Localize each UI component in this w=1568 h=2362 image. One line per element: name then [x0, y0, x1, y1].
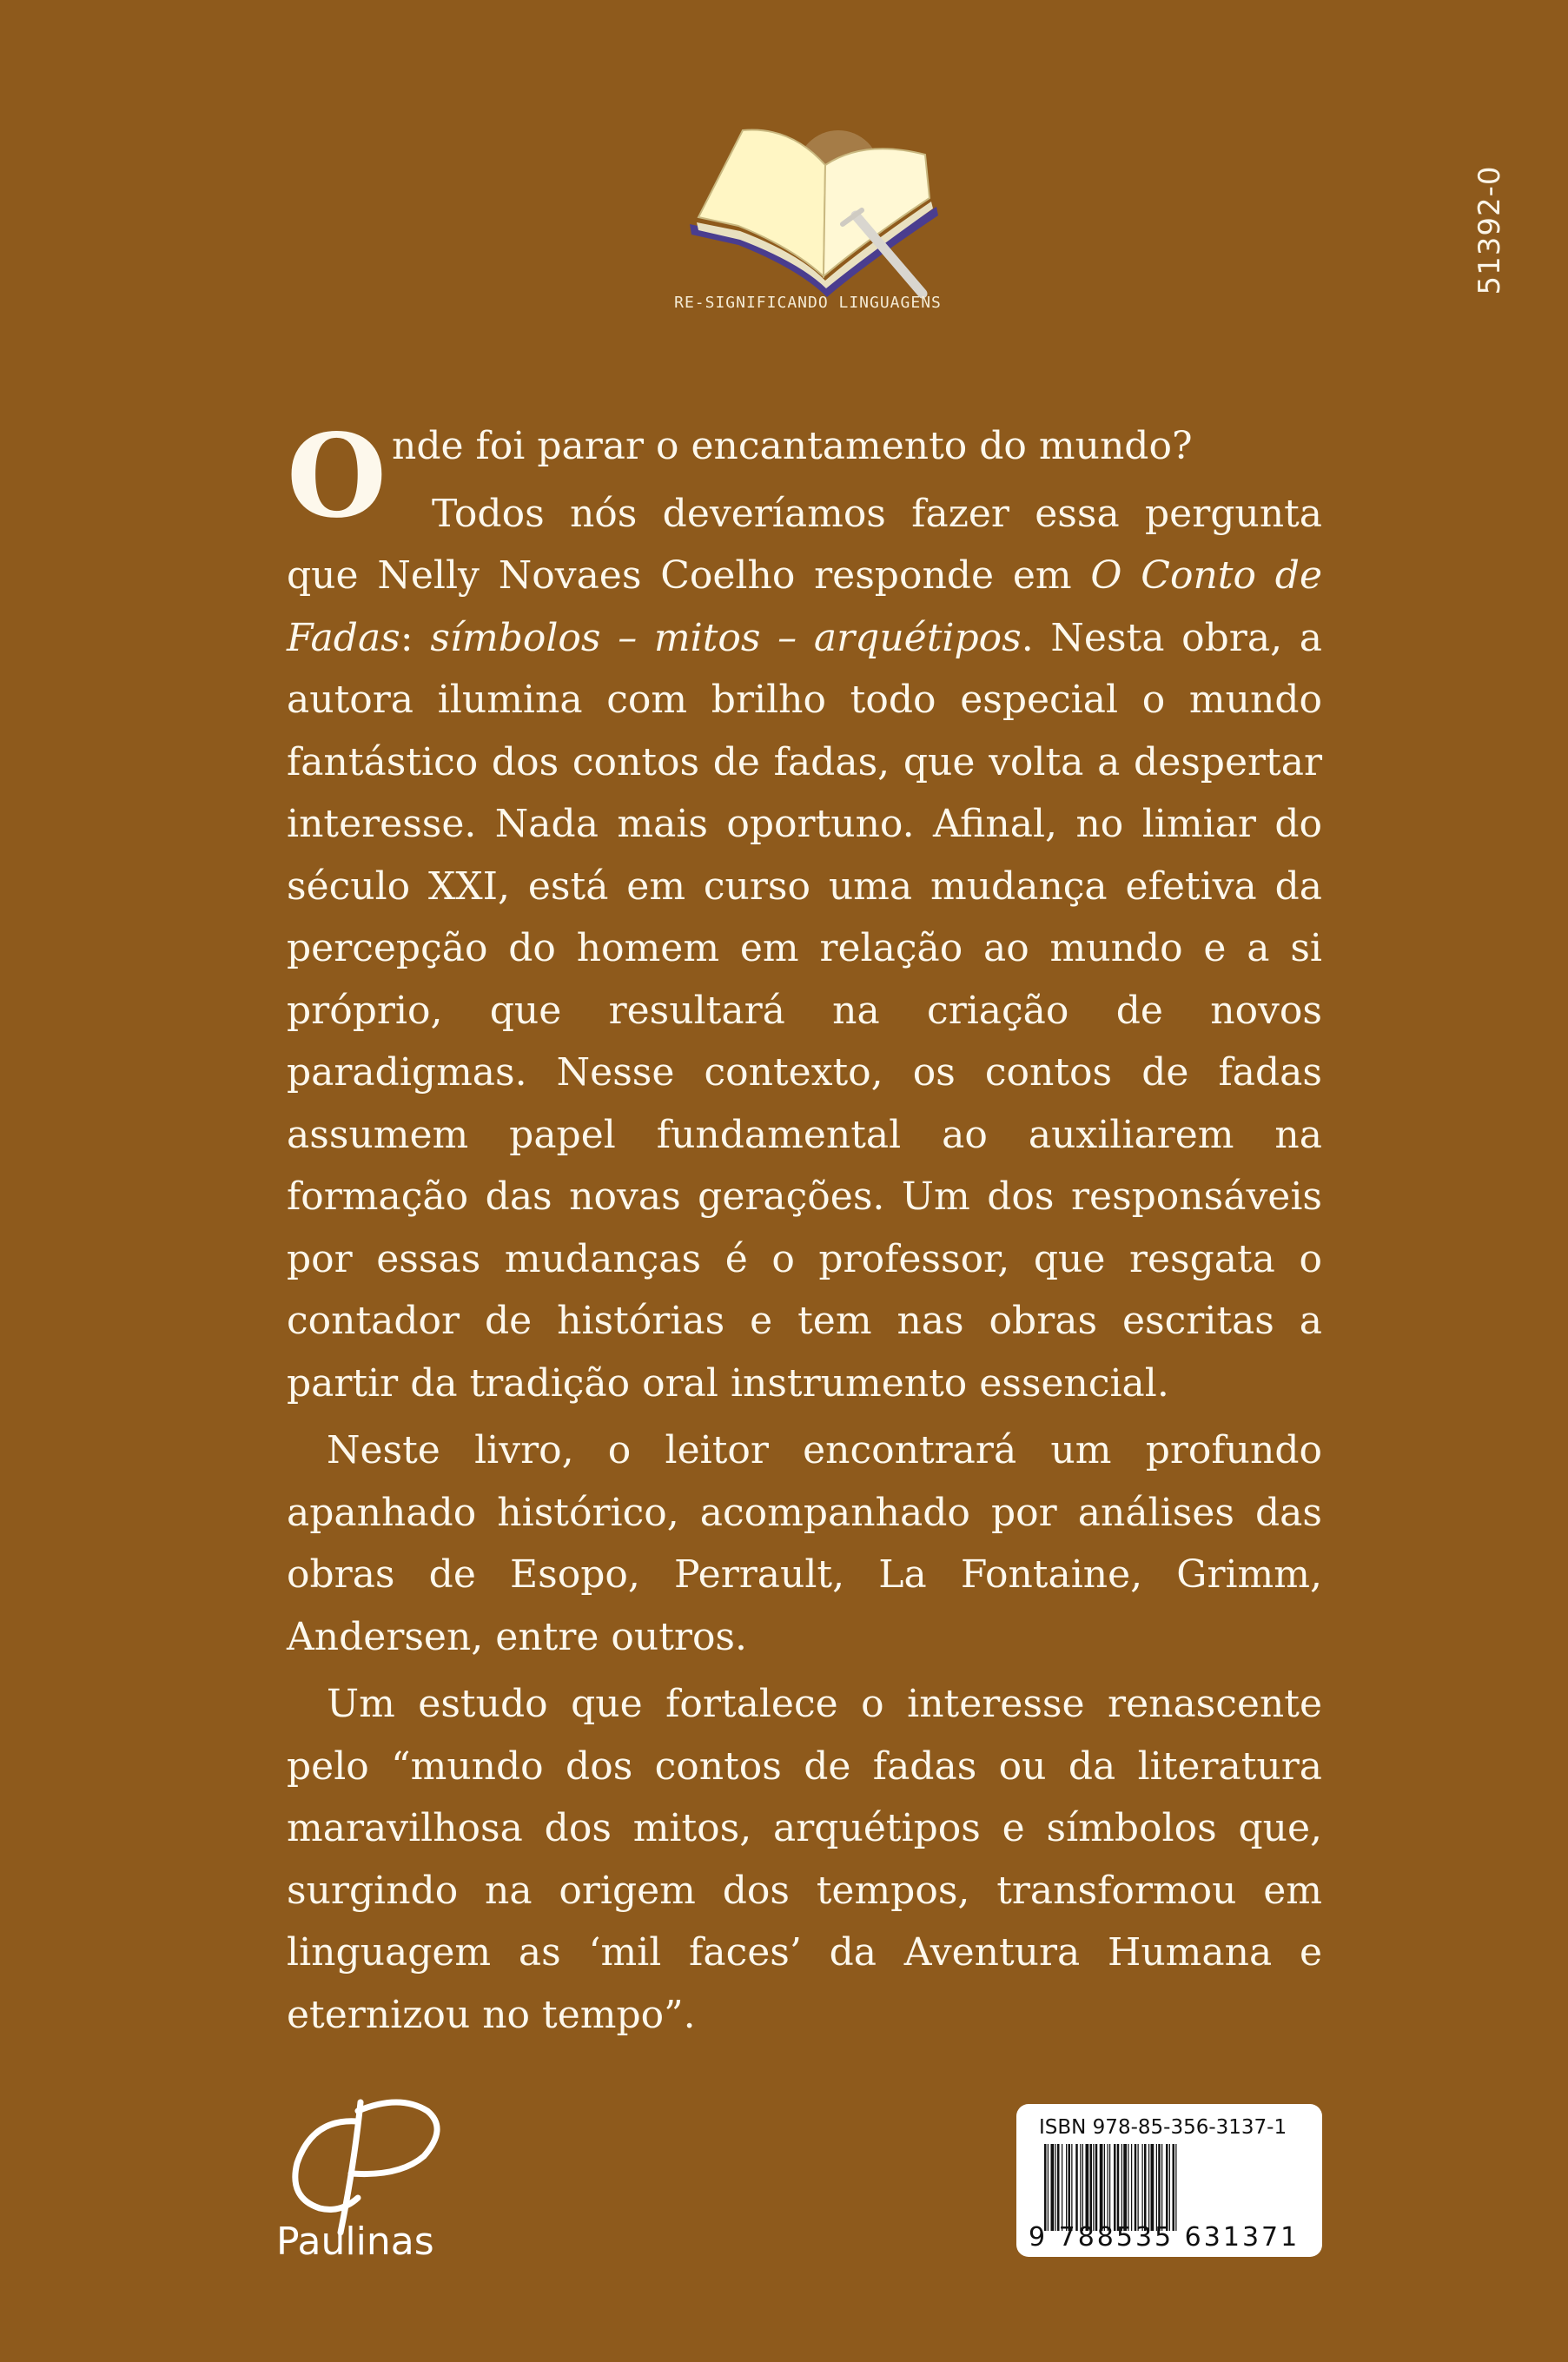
blurb-paragraph-2 — [287, 483, 1322, 1415]
paragraph-2-body: . Nesta obra, a autora ilumina com brilho todo especial o mundo fantástico dos contos de fadas, que volta a despertar interesse. Nada mais oportuno. Afinal, no limiar do século XXI, está em curso uma mudança efetiva da percepção do homem em relação ao mundo e a si próprio, que resultará na criação de novos paradigmas. Nesse contexto, os contos de fadas assumem papel fundamental ao auxiliarem na formação das novas gerações. Um dos responsáveis por essas mudanças é o professor, que resgata o contador de histórias e tem nas obras escritas a partir da tradição oral instrumento essencial. — [287, 615, 1323, 1406]
catalog-code-wrapper — [1446, 148, 1533, 313]
book-title: O Conto de Fadas — [287, 553, 1322, 660]
blurb-paragraph-1 — [287, 409, 1322, 544]
opening-question: nde foi parar o encantamento do mundo? — [391, 424, 1193, 468]
title-colon: : — [400, 615, 431, 660]
blurb-paragraph-4: Um estudo que fortalece o interesse renascente pelo “mundo dos contos de fadas ou da literatura maravilhosa dos mitos, arquétipos e símbolos que, surgindo na origem dos tempos, transformou em linguagem as ‘mil faces’ da Aventura Humana e eternizou no tempo”. — [287, 1682, 1322, 2037]
isbn-label: ISBN 978-85-356-3137-1 — [1039, 2116, 1287, 2139]
catalog-code: 51392-0 — [1472, 165, 1507, 295]
paragraph-2-intro: Todos nós deveríamos fazer essa pergunta que Nelly Novaes Coelho responde em — [287, 491, 1322, 598]
publisher-name: Paulinas — [276, 2220, 434, 2264]
isbn-barcode-box — [1016, 2104, 1322, 2257]
series-name: RE-SIGNIFICANDO LINGUAGENS — [674, 294, 942, 312]
barcode-digits: 9 788535 631371 — [1029, 2222, 1300, 2253]
drop-cap: O — [287, 409, 387, 544]
blurb-text — [287, 409, 1323, 2051]
blurb-paragraph-3: Neste livro, o leitor encontrará um profundo apanhado histórico, acompanhado por análises das obras de Esopo, Perrault, La Fontaine, Grimm, Andersen, entre outros. — [287, 1428, 1322, 1659]
open-book-logo-icon — [678, 104, 947, 321]
book-subtitle: símbolos – mitos – arquétipos — [430, 615, 1022, 660]
barcode-icon — [1044, 2144, 1300, 2231]
